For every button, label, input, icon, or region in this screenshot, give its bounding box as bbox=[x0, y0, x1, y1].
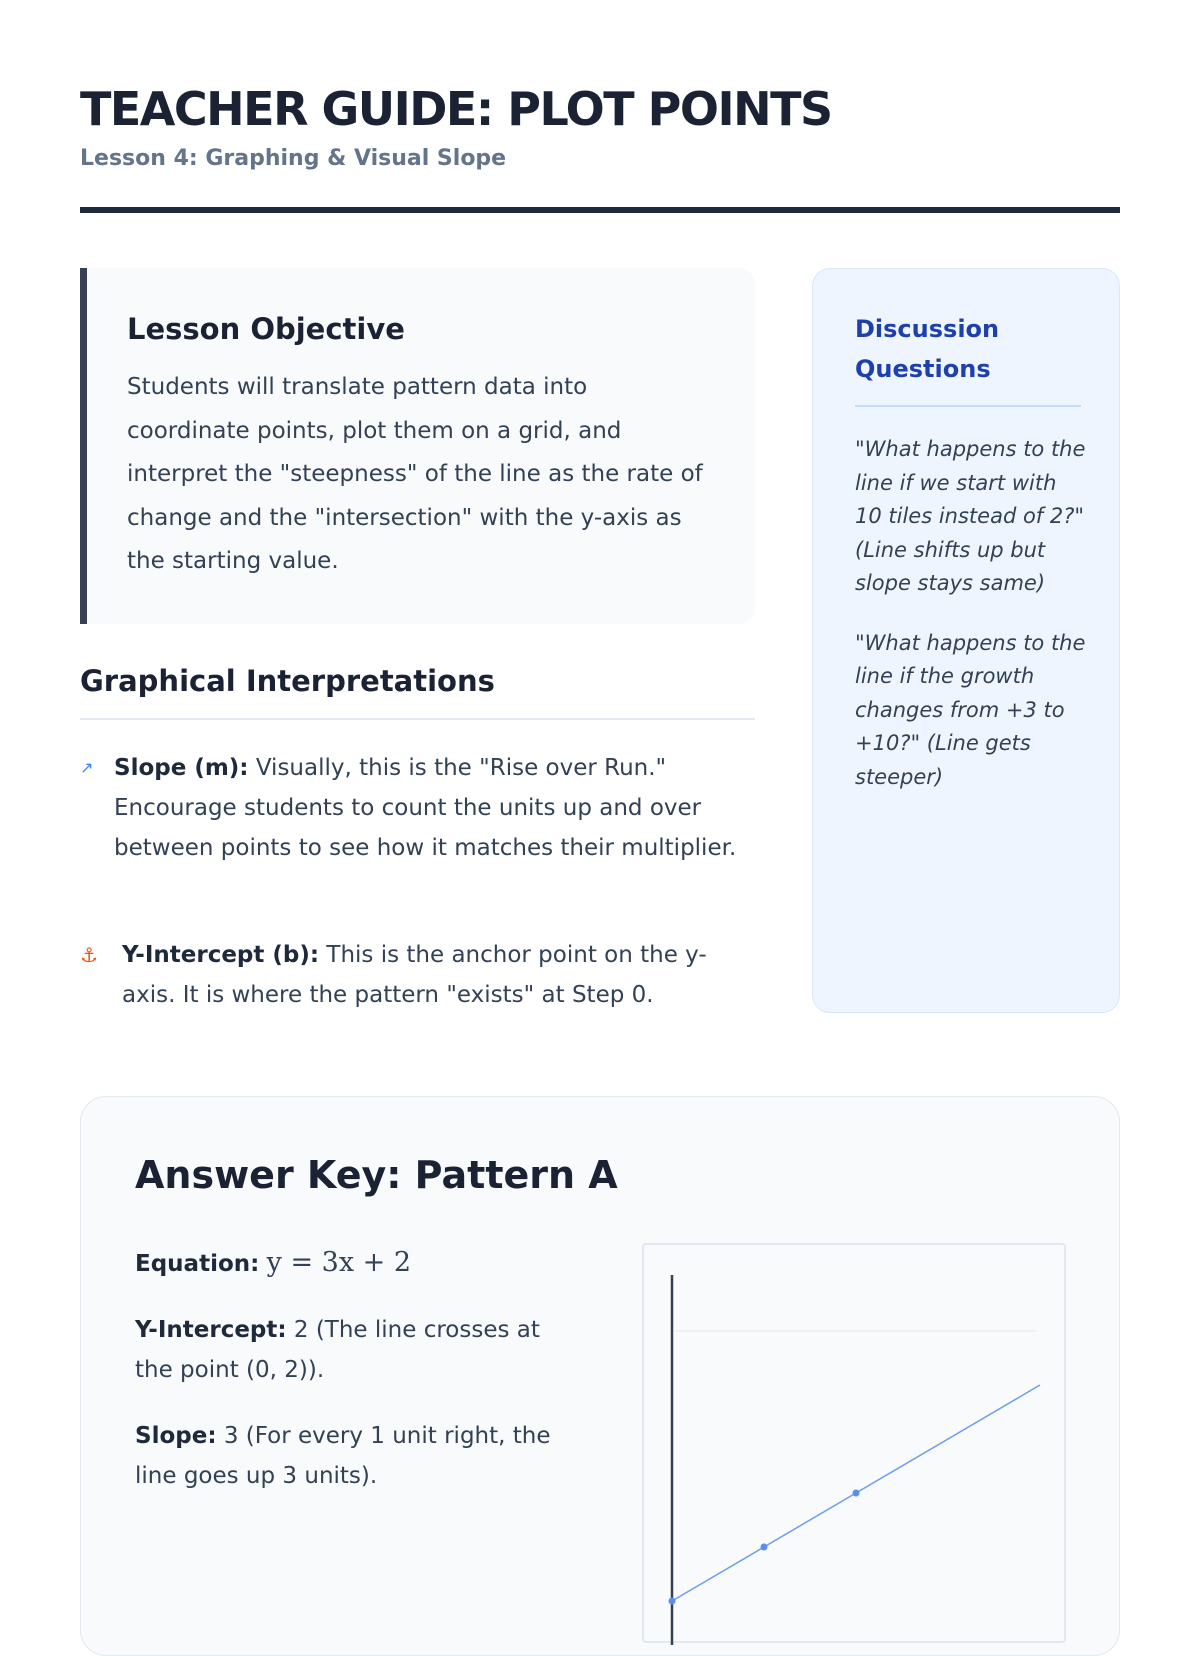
data-point bbox=[761, 1544, 768, 1551]
line-chart bbox=[644, 1245, 1068, 1645]
answer-key-facts bbox=[135, 1243, 575, 1522]
interpretation-text bbox=[122, 935, 755, 1015]
intercept-text: 2 (The line crosses at the point (0, 2)). bbox=[135, 1317, 540, 1383]
slope-line bbox=[135, 1416, 575, 1496]
answer-key-card bbox=[80, 1096, 1120, 1656]
interpretation-label: Slope (m): bbox=[114, 755, 249, 781]
interpretation-text bbox=[114, 748, 755, 868]
graphical-interpretations-heading: Graphical Interpretations bbox=[80, 664, 755, 720]
interpretation-label: Y-Intercept (b): bbox=[122, 942, 320, 968]
equation-line bbox=[135, 1243, 575, 1284]
intercept-line bbox=[135, 1310, 575, 1390]
data-point bbox=[853, 1490, 860, 1497]
arrow-up-right-icon: ↗ bbox=[80, 758, 94, 777]
slope-label: Slope: bbox=[135, 1423, 217, 1449]
interpretation-body: This is the anchor point on the y-axis. It is where the pattern "exists" at Step 0. bbox=[122, 942, 707, 1008]
equation-label: Equation: bbox=[135, 1251, 260, 1277]
discussion-questions-panel bbox=[812, 268, 1120, 1013]
discussion-questions-heading: Discussion Questions bbox=[855, 309, 1081, 407]
slope-text: 3 (For every 1 unit right, the line goes up 3 units). bbox=[135, 1423, 551, 1489]
page bbox=[80, 0, 1120, 1600]
data-point bbox=[669, 1598, 676, 1605]
lesson-objective-card bbox=[80, 268, 755, 624]
page-title: TEACHER GUIDE: PLOT POINTS bbox=[80, 82, 832, 136]
interpretation-item-intercept bbox=[80, 935, 755, 1015]
discussion-question: "What happens to the line if the growth changes from +3 to +10?" (Line gets steeper) bbox=[855, 630, 1086, 789]
interpretation-item-slope bbox=[80, 748, 755, 868]
page-subtitle: Lesson 4: Graphing & Visual Slope bbox=[80, 146, 507, 171]
equation-value: y = 3x + 2 bbox=[266, 1247, 412, 1278]
title-divider bbox=[80, 207, 1120, 213]
lesson-objective-text: Students will translate pattern data into coordinate points, plot them on a grid, and interpret the "steepness" of the line as the rate of change and the "intersection" with the y-axis as the starting value. bbox=[127, 374, 703, 574]
interpretation-body: Visually, this is the "Rise over Run." Encourage students to count the units up and over between points to see how it matches their multiplier. bbox=[114, 755, 737, 861]
answer-key-heading: Answer Key: Pattern A bbox=[135, 1153, 618, 1197]
anchor-icon: ⚓ bbox=[80, 943, 98, 967]
discussion-question: "What happens to the line if we start with 10 tiles instead of 2?" (Line shifts up but slope stays same) bbox=[855, 437, 1086, 595]
lesson-objective-heading: Lesson Objective bbox=[127, 312, 405, 346]
intercept-label: Y-Intercept: bbox=[135, 1317, 287, 1343]
answer-key-graph bbox=[642, 1243, 1066, 1643]
